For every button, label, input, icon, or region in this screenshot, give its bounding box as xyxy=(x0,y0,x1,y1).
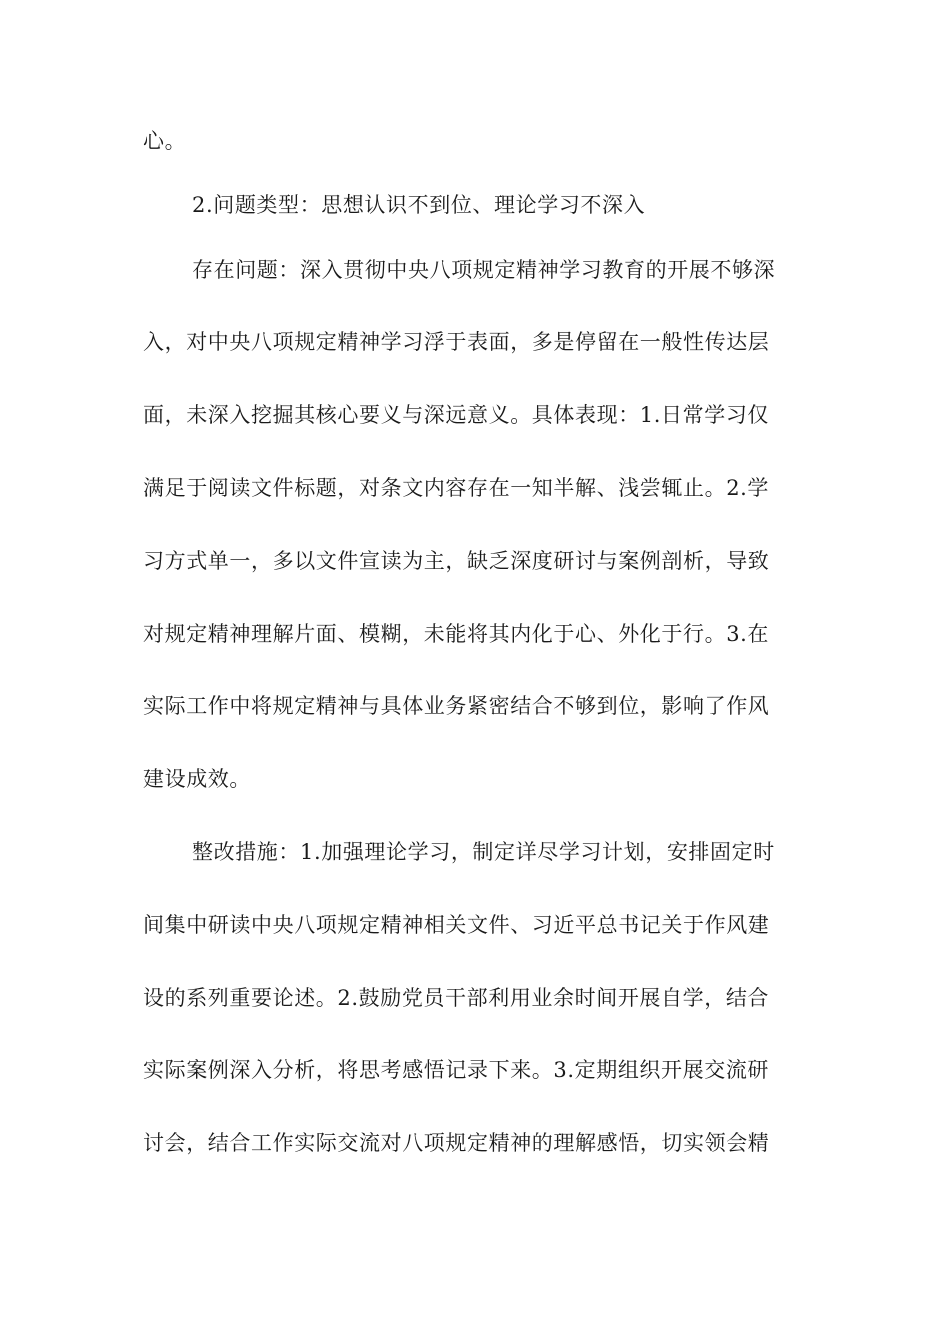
text-line-3: 存在问题：深入贯彻中央八项规定精神学习教育的开展不够深 xyxy=(192,258,776,282)
text-line-4: 入，对中央八项规定精神学习浮于表面，多是停留在一般性传达层 xyxy=(143,330,770,354)
text-line-11: 整改措施：1.加强理论学习，制定详尽学习计划，安排固定时 xyxy=(192,840,775,864)
text-line-9: 实际工作中将规定精神与具体业务紧密结合不够到位，影响了作风 xyxy=(143,694,770,718)
text-line-6: 满足于阅读文件标题，对条文内容存在一知半解、浅尝辄止。2.学 xyxy=(143,476,770,500)
text-line-14: 实际案例深入分析，将思考感悟记录下来。3.定期组织开展交流研 xyxy=(143,1058,770,1082)
text-line-10: 建设成效。 xyxy=(143,767,251,791)
text-line-15: 讨会，结合工作实际交流对八项规定精神的理解感悟，切实领会精 xyxy=(143,1131,770,1155)
text-line-1: 心。 xyxy=(143,129,187,153)
text-line-5: 面，未深入挖掘其核心要义与深远意义。具体表现：1.日常学习仅 xyxy=(143,403,770,427)
text-line-12: 间集中研读中央八项规定精神相关文件、习近平总书记关于作风建 xyxy=(143,913,770,937)
text-line-13: 设的系列重要论述。2.鼓励党员干部利用业余时间开展自学，结合 xyxy=(143,986,770,1010)
section-heading: 2.问题类型：思想认识不到位、理论学习不深入 xyxy=(192,193,646,217)
text-line-8: 对规定精神理解片面、模糊，未能将其内化于心、外化于行。3.在 xyxy=(143,622,770,646)
text-line-7: 习方式单一，多以文件宣读为主，缺乏深度研讨与案例剖析，导致 xyxy=(143,549,770,573)
